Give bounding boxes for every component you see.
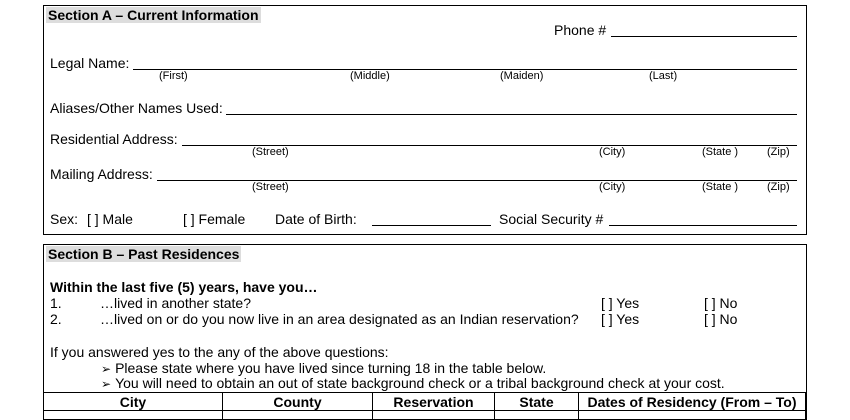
sex-female-checkbox[interactable]: [ ] Female (183, 211, 246, 227)
ssn-label: Social Security # (499, 211, 604, 227)
residential-state-sub: (State ) (702, 146, 739, 158)
bullet-1-text: Please state where you have lived since turning 18 in the table below. (115, 360, 547, 376)
phone-label: Phone # (554, 22, 607, 38)
question-1-no-checkbox[interactable]: [ ] No (704, 295, 738, 311)
name-part-last: (Last) (649, 70, 678, 82)
legal-name-label: Legal Name: (50, 55, 130, 71)
col-dates: Dates of Residency (From – To) (579, 393, 806, 411)
bullet-2 (101, 375, 725, 391)
col-reservation: Reservation (373, 393, 495, 411)
mailing-street-sub: (Street) (252, 181, 289, 193)
mailing-city-sub: (City) (599, 181, 626, 193)
reservation-cell[interactable] (373, 411, 495, 420)
col-state: State (495, 393, 579, 411)
ssn-field[interactable] (609, 225, 797, 226)
table-row (44, 411, 806, 420)
col-city: City (44, 393, 223, 411)
question-2-number: 2. (50, 311, 62, 327)
residency-table (43, 392, 806, 420)
question-1-number: 1. (50, 295, 62, 311)
legal-name-field[interactable] (133, 69, 797, 70)
section-a-box (43, 5, 807, 235)
mailing-state-sub: (State ) (702, 181, 739, 193)
section-b-title: Section B – Past Residences (48, 246, 240, 262)
residential-zip-sub: (Zip) (767, 146, 790, 158)
question-1-yes-checkbox[interactable]: [ ] Yes (601, 295, 640, 311)
residential-city-sub: (City) (599, 146, 626, 158)
col-county: County (223, 393, 373, 411)
question-2-no-checkbox[interactable]: [ ] No (704, 311, 738, 327)
section-b-intro: Within the last five (5) years, have you… (50, 279, 318, 295)
sex-male-checkbox[interactable]: [ ] Male (87, 211, 133, 227)
mailing-zip-sub: (Zip) (767, 181, 790, 193)
question-2-yes-checkbox[interactable]: [ ] Yes (601, 311, 640, 327)
bullet-1 (101, 360, 546, 376)
dob-field[interactable] (372, 225, 491, 226)
aliases-field[interactable] (226, 114, 797, 115)
phone-field[interactable] (611, 36, 797, 37)
aliases-label: Aliases/Other Names Used: (50, 100, 223, 116)
question-1-text: …lived in another state? (100, 295, 251, 311)
name-part-first: (First) (159, 70, 188, 82)
residential-address-label: Residential Address: (50, 131, 178, 147)
city-cell[interactable] (44, 411, 223, 420)
county-cell[interactable] (223, 411, 373, 420)
bullet-2-text: You will need to obtain an out of state background check or a tribal background check at your cost. (115, 375, 725, 391)
state-cell[interactable] (495, 411, 579, 420)
question-2-text: …lived on or do you now live in an area designated as an Indian reservation? (100, 311, 579, 327)
section-a-title: Section A – Current Information (48, 7, 259, 23)
mailing-address-label: Mailing Address: (50, 166, 153, 182)
residential-street-sub: (Street) (252, 146, 289, 158)
arrow-bullet-icon: ➢ (101, 362, 112, 376)
sex-label: Sex: (50, 211, 79, 227)
arrow-bullet-icon: ➢ (101, 377, 112, 391)
dob-label: Date of Birth: (275, 211, 357, 227)
name-part-middle: (Middle) (350, 70, 390, 82)
dates-cell[interactable] (579, 411, 806, 420)
name-part-maiden: (Maiden) (500, 70, 544, 82)
followup-text: If you answered yes to the any of the above questions: (50, 344, 389, 360)
residency-table-header (44, 393, 806, 411)
